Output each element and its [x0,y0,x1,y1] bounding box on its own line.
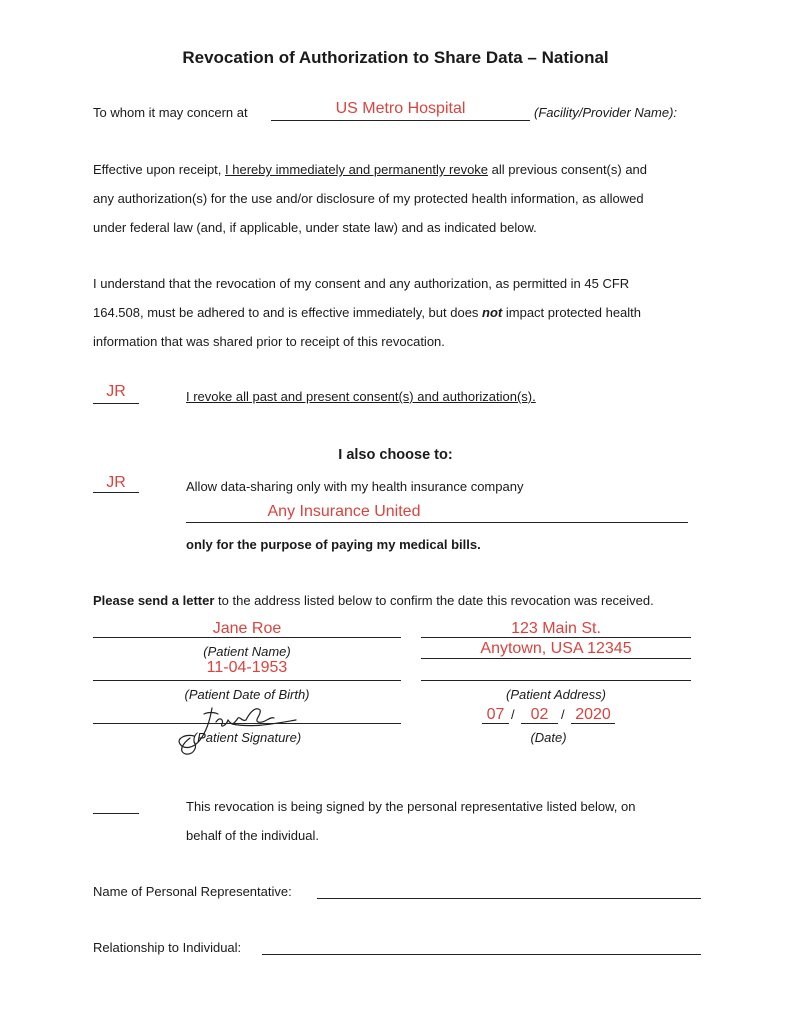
para1-rest: all previous consent(s) and [488,162,648,177]
date-separator-1: / [511,707,515,722]
para1-lead: Effective upon receipt, [93,162,226,177]
intro-prefix: To whom it may concern at [93,105,248,120]
representative-name-label: Name of Personal Representative: [93,884,292,899]
purpose-text: only for the purpose of paying my medical bills. [186,537,481,552]
paragraph-2 [93,269,641,356]
address-line-2-value[interactable]: Anytown, USA 12345 [480,640,632,657]
facility-caption: (Facility/Provider Name): [534,105,678,120]
letter-request [93,593,654,608]
patient-signature [172,698,302,756]
patient-dob-value[interactable]: 11-04-1953 [206,659,288,676]
revoke-initials-line[interactable] [93,403,139,404]
representative-line1: This revocation is being signed by the personal representative listed below, on [186,799,636,814]
para2-line1: I understand that the revocation of my consent and any authorization, as permitted in 45 CFR [93,276,630,291]
para2-not: not [482,305,503,320]
insurance-initials[interactable]: JR [106,474,126,491]
representative-line2: behalf of the individual. [186,828,319,843]
address-line-1-value[interactable]: 123 Main St. [511,620,601,637]
facility-value[interactable]: US Metro Hospital [335,100,466,117]
date-separator-2: / [561,707,565,722]
patient-dob-line[interactable] [93,680,401,681]
patient-dob-caption: (Patient Date of Birth) [184,687,310,702]
para2-after: impact protected health [502,305,642,320]
date-caption: (Date) [530,730,567,745]
para1-revoke-statement: I hereby immediately and permanently revoke [225,162,489,177]
letter-request-bold: Please send a letter [93,593,215,608]
insurance-option-text: Allow data-sharing only with my health insurance company [186,479,524,494]
address-line-2[interactable] [421,658,691,659]
para2-line3: information that was shared prior to receipt of this revocation. [93,334,445,349]
date-day[interactable]: 02 [530,706,549,723]
patient-name-caption: (Patient Name) [203,644,291,659]
date-year[interactable]: 2020 [575,706,611,723]
representative-statement [186,792,636,850]
insurer-line[interactable] [186,522,688,523]
letter-request-rest: to the address listed below to confirm the date this revocation was received. [214,593,654,608]
date-month[interactable]: 07 [486,706,505,723]
patient-address-caption: (Patient Address) [506,687,606,702]
para1-line3: under federal law (and, if applicable, under state law) and as indicated below. [93,220,537,235]
facility-line[interactable] [271,120,530,121]
relationship-field[interactable] [262,954,701,955]
revoke-all-statement: I revoke all past and present consent(s) and authorization(s). [186,389,536,404]
patient-name-value[interactable]: Jane Roe [212,620,282,637]
address-line-3[interactable] [421,680,691,681]
also-choose-heading: I also choose to: [338,447,453,463]
paragraph-1 [93,155,647,242]
insurance-initials-line[interactable] [93,492,139,493]
revoke-initials[interactable]: JR [106,383,126,400]
representative-name-field[interactable] [317,898,701,899]
document-title: Revocation of Authorization to Share Data – National [182,48,609,67]
insurer-value[interactable]: Any Insurance United [267,503,421,520]
para2-before: 164.508, must be adhered to and is effective immediately, but does [93,305,483,320]
patient-signature-caption: (Patient Signature) [192,730,302,745]
relationship-label: Relationship to Individual: [93,940,242,955]
para1-line2: any authorization(s) for the use and/or disclosure of my protected health information, as allowed [93,191,644,206]
representative-initials-line[interactable] [93,813,139,814]
